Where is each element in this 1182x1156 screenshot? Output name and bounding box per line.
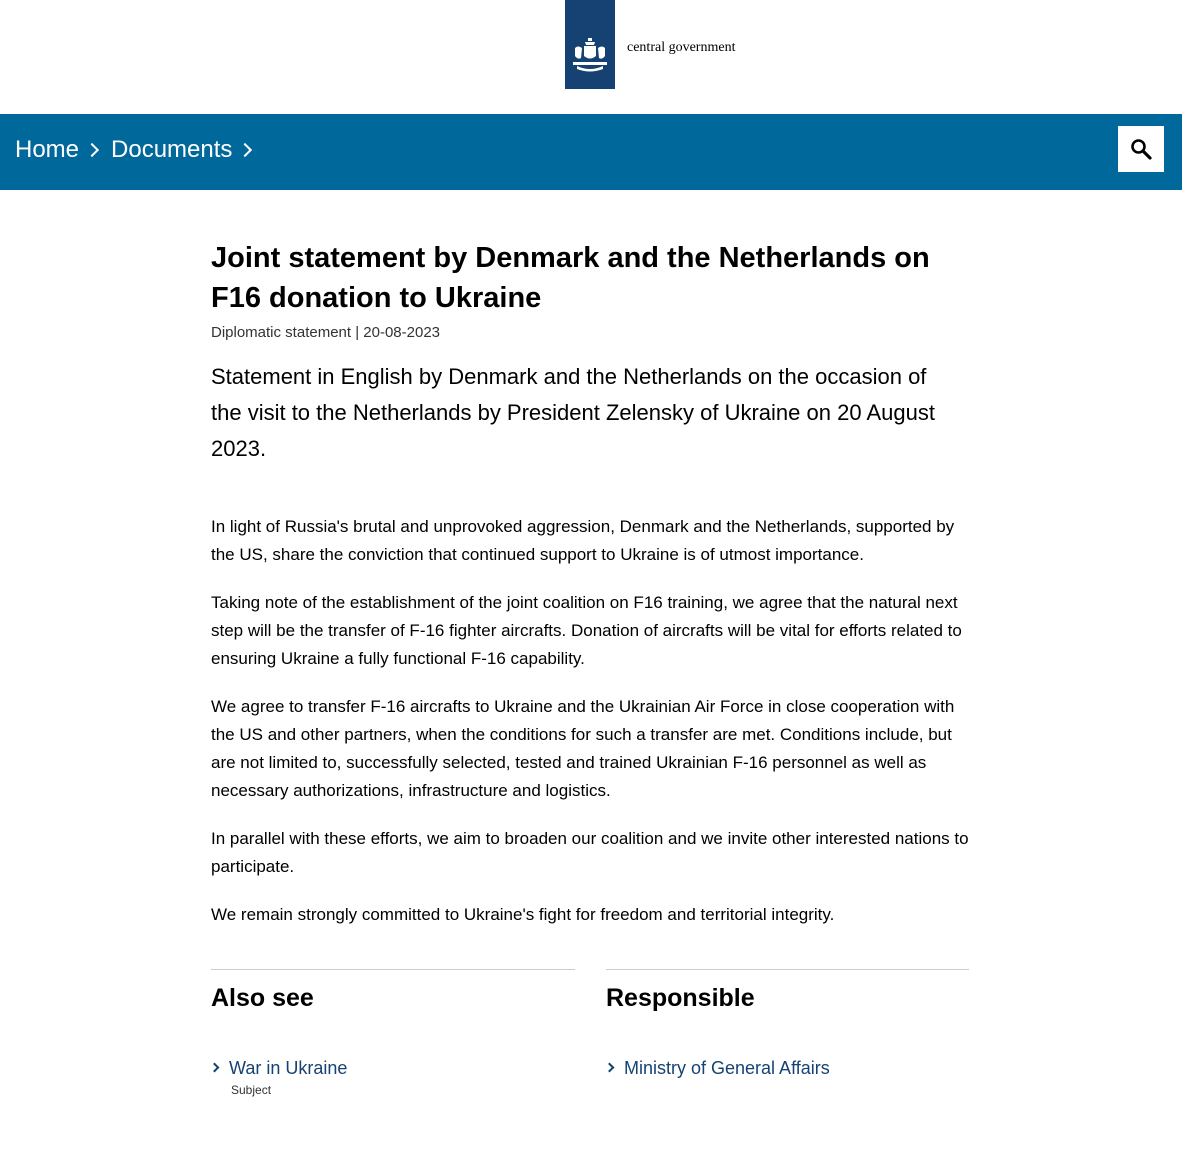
also-see-heading: Also see — [211, 984, 314, 1012]
ministry-link[interactable]: Ministry of General Affairs — [624, 1058, 830, 1078]
breadcrumb-home[interactable]: Home — [15, 136, 80, 163]
logo-text: central government — [627, 40, 736, 55]
chevron-right-icon — [210, 1063, 220, 1073]
paragraph: In parallel with these efforts, we aim to broaden our coalition and we invite other interested nations to participate. — [211, 829, 969, 876]
related-sections — [211, 969, 969, 1119]
breadcrumb-documents[interactable]: Documents — [111, 136, 233, 163]
responsible-heading: Responsible — [606, 984, 755, 1012]
breadcrumb — [15, 136, 264, 164]
article-body — [211, 513, 971, 929]
search-icon — [1130, 138, 1152, 160]
article-intro: Statement in English by Denmark and the Netherlands on the occasion of the visit to the Netherlands by President Zelensky of Ukraine on 20 August 2023. — [211, 364, 935, 461]
responsible-section — [606, 969, 969, 1080]
article — [211, 238, 971, 949]
chevron-right-icon — [238, 143, 252, 157]
paragraph: In light of Russia's brutal and unprovoked aggression, Denmark and the Netherlands, supported by the US, share the conviction that continued support to Ukraine is of utmost importance. — [211, 517, 955, 564]
chevron-right-icon — [85, 143, 99, 157]
page-title: Joint statement by Denmark and the Netherlands on F16 donation to Ukraine — [211, 242, 930, 314]
paragraph: Taking note of the establishment of the joint coalition on F16 training, we agree that the natural next step will be the transfer of F-16 fighter aircrafts. Donation of aircrafts will be vital for efforts related to ensuring Ukraine a fully functional F-16 capability. — [211, 593, 962, 668]
government-logo[interactable] — [565, 0, 615, 89]
paragraph: We remain strongly committed to Ukraine's fight for freedom and territorial integrity. — [211, 905, 835, 924]
site-header — [0, 0, 1182, 114]
also-see-item — [211, 1056, 575, 1080]
also-see-section — [211, 969, 575, 1097]
breadcrumb-bar — [0, 114, 1182, 190]
search-button[interactable] — [1117, 125, 1165, 173]
paragraph: We agree to transfer F-16 aircrafts to Ukraine and the Ukrainian Air Force in close cooperation with the US and other partners, when the conditions for such a transfer are met. Conditions include, but are not limited to, successfully selected, tested and trained Ukrainian F-16 personnel as well as necessary authorizations, infrastructure and logistics. — [211, 697, 955, 800]
link-category: Subject — [231, 1083, 272, 1097]
article-meta: Diplomatic statement | 20-08-2023 — [211, 324, 441, 341]
coat-of-arms-icon — [569, 36, 611, 76]
war-in-ukraine-link[interactable]: War in Ukraine — [229, 1058, 348, 1078]
responsible-item — [606, 1056, 969, 1080]
chevron-right-icon — [605, 1063, 615, 1073]
